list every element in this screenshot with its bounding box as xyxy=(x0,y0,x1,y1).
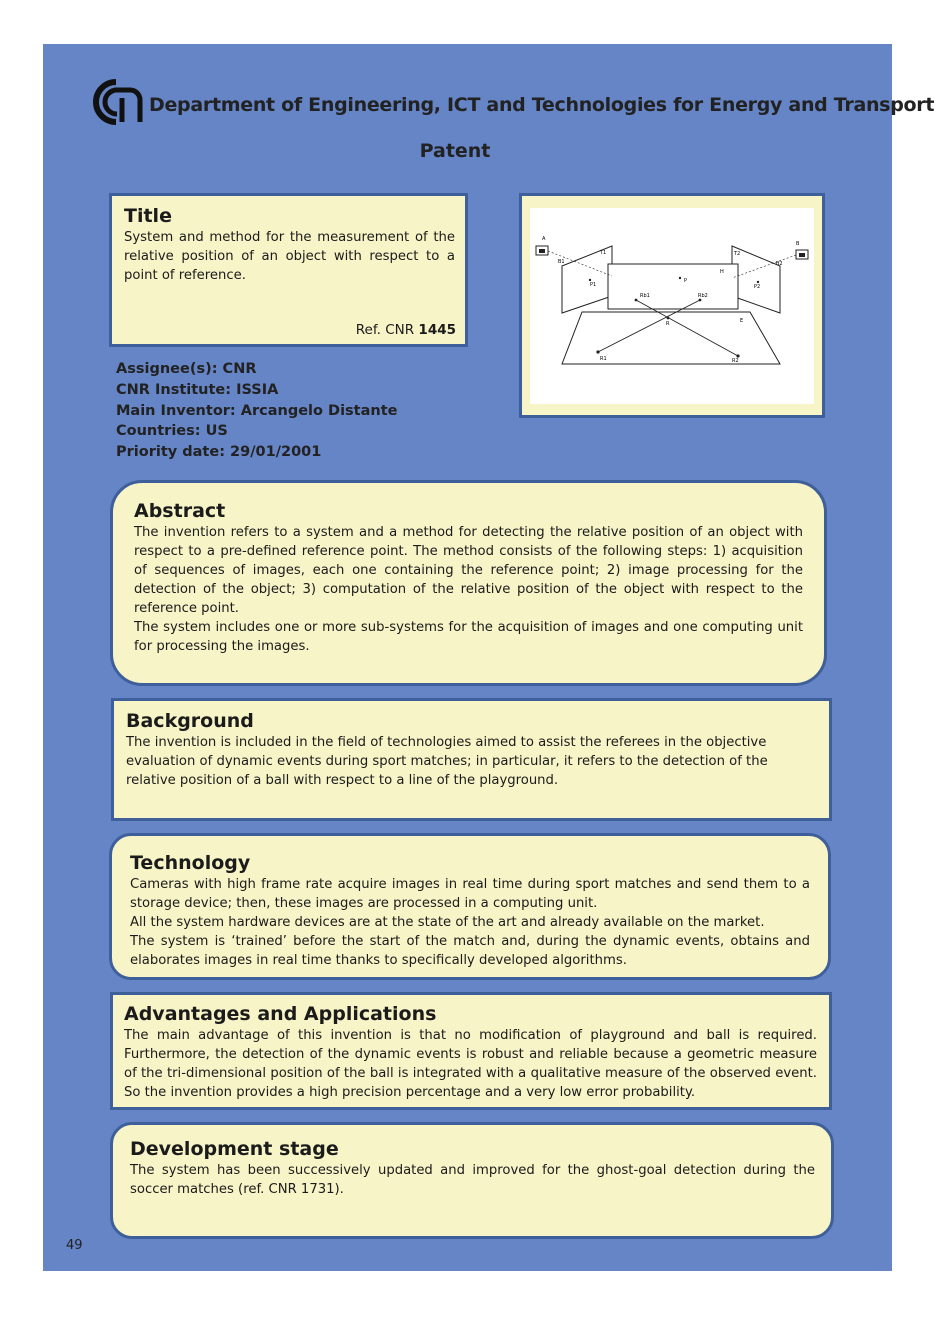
label-plane-right: T2 xyxy=(734,251,741,257)
wall-plane xyxy=(608,264,738,309)
cnr-logo xyxy=(90,78,144,126)
label-camera-left: A xyxy=(542,236,546,242)
camera-right-icon xyxy=(796,250,808,259)
abstract-paragraph: The system includes one or more sub-systems for the acquisition of images and one computing unit for processing the images. xyxy=(134,620,803,654)
development-paragraph: The system has been successively updated and improved for the ghost-goal detection during the soccer matches (ref. CNR 1731). xyxy=(130,1163,815,1197)
patent-meta xyxy=(116,359,397,463)
technology-paragraph: The system is ‘trained’ before the start of the match and, during the dynamic events, obtains and elaborates images in real time thanks to specifically developed algorithms. xyxy=(130,934,810,968)
label-floor: E xyxy=(740,318,744,324)
meta-inventor: Main Inventor: Arcangelo Distante xyxy=(116,402,398,419)
ref-number: 1445 xyxy=(418,322,456,338)
background-paragraph: The invention is included in the field of technologies aimed to assist the referees in the objective evaluation of dynamic events during sport matches; in particular, it refers to the detection of the relative position of a ball with respect to a line of the playground. xyxy=(126,735,768,788)
figure-image xyxy=(530,208,814,404)
label-camera-right: B xyxy=(796,241,800,247)
page-number: 49 xyxy=(66,1238,83,1253)
abstract-heading: Abstract xyxy=(134,500,226,522)
abstract-paragraph: The invention refers to a system and a method for detecting the relative position of an object with respect to a pre-defined reference point. The method consists of the following steps: 1) acquisition of sequences of images, each one containing the reference point; 2) image processing for the detection of the object; 3) computation of the relative position of the object with respect to the reference point. xyxy=(134,525,803,616)
meta-assignee: Assignee(s): CNR xyxy=(116,361,257,377)
technology-paragraph: All the system hardware devices are at the state of the art and already available on the market. xyxy=(130,915,765,930)
point-wall xyxy=(679,277,681,279)
label-plane-left-pt: P1 xyxy=(590,282,597,288)
patent-label: Patent xyxy=(419,140,491,162)
title-heading: Title xyxy=(124,205,172,227)
department-title: Department of Engineering, ICT and Technologies for Energy and Transport xyxy=(149,94,935,116)
development-heading: Development stage xyxy=(130,1138,339,1160)
ref-cnr xyxy=(356,322,456,338)
meta-priority-date: Priority date: 29/01/2001 xyxy=(116,444,322,461)
point-ray-right xyxy=(699,299,702,302)
technology-paragraph: Cameras with high frame rate acquire images in real time during sport matches and send them to a storage device; then, these images are processed in a computing unit. xyxy=(130,877,810,911)
advantages-paragraph: The main advantage of this invention is that no modification of playground and ball is required. Furthermore, the detection of the dynamic events is robust and reliable because a geometric measure of the tri-dimensional position of the ball is integrated with a qualitative measure of the observed event. So the invention provides a high precision percentage and a very low error probability. xyxy=(124,1028,817,1100)
development-box xyxy=(110,1122,834,1239)
title-box xyxy=(109,193,468,347)
advantages-box xyxy=(110,992,832,1110)
point-center xyxy=(667,317,670,320)
label-floor-right: R2 xyxy=(732,358,739,364)
label-ray-left: Rb1 xyxy=(640,293,650,299)
label-wall-pt: P xyxy=(684,278,688,284)
label-plane-left: T1 xyxy=(600,250,607,256)
label-ray-right: Rb2 xyxy=(698,293,708,299)
label-floor-left: R1 xyxy=(600,356,607,362)
meta-countries: Countries: US xyxy=(116,423,228,440)
meta-institute: CNR Institute: ISSIA xyxy=(116,381,279,398)
technology-box xyxy=(109,833,831,980)
point-plane-left xyxy=(589,279,591,281)
point-ray-left xyxy=(635,299,638,302)
advantages-heading: Advantages and Applications xyxy=(124,1003,437,1025)
figure-box xyxy=(519,193,825,418)
background-box xyxy=(111,698,832,821)
label-plane-right-pt: P2 xyxy=(754,284,761,290)
floor-plane xyxy=(562,312,780,364)
abstract-box xyxy=(110,480,827,686)
point-plane-right xyxy=(757,281,759,283)
camera-left-icon xyxy=(536,246,548,255)
title-text: System and method for the measurement of the relative position of an object with respect to a point of reference. xyxy=(124,230,455,283)
background-heading: Background xyxy=(126,710,254,732)
label-wall: H xyxy=(720,269,724,275)
label-cam-left-code: B1 xyxy=(558,259,565,265)
image-plane-left xyxy=(562,246,612,313)
point-floor-left xyxy=(596,350,599,353)
label-center: R xyxy=(666,321,670,327)
label-cam-right-code: B2 xyxy=(776,261,783,267)
ref-prefix: Ref. CNR xyxy=(355,322,415,338)
patent-diagram xyxy=(530,208,814,404)
technology-heading: Technology xyxy=(130,852,251,874)
